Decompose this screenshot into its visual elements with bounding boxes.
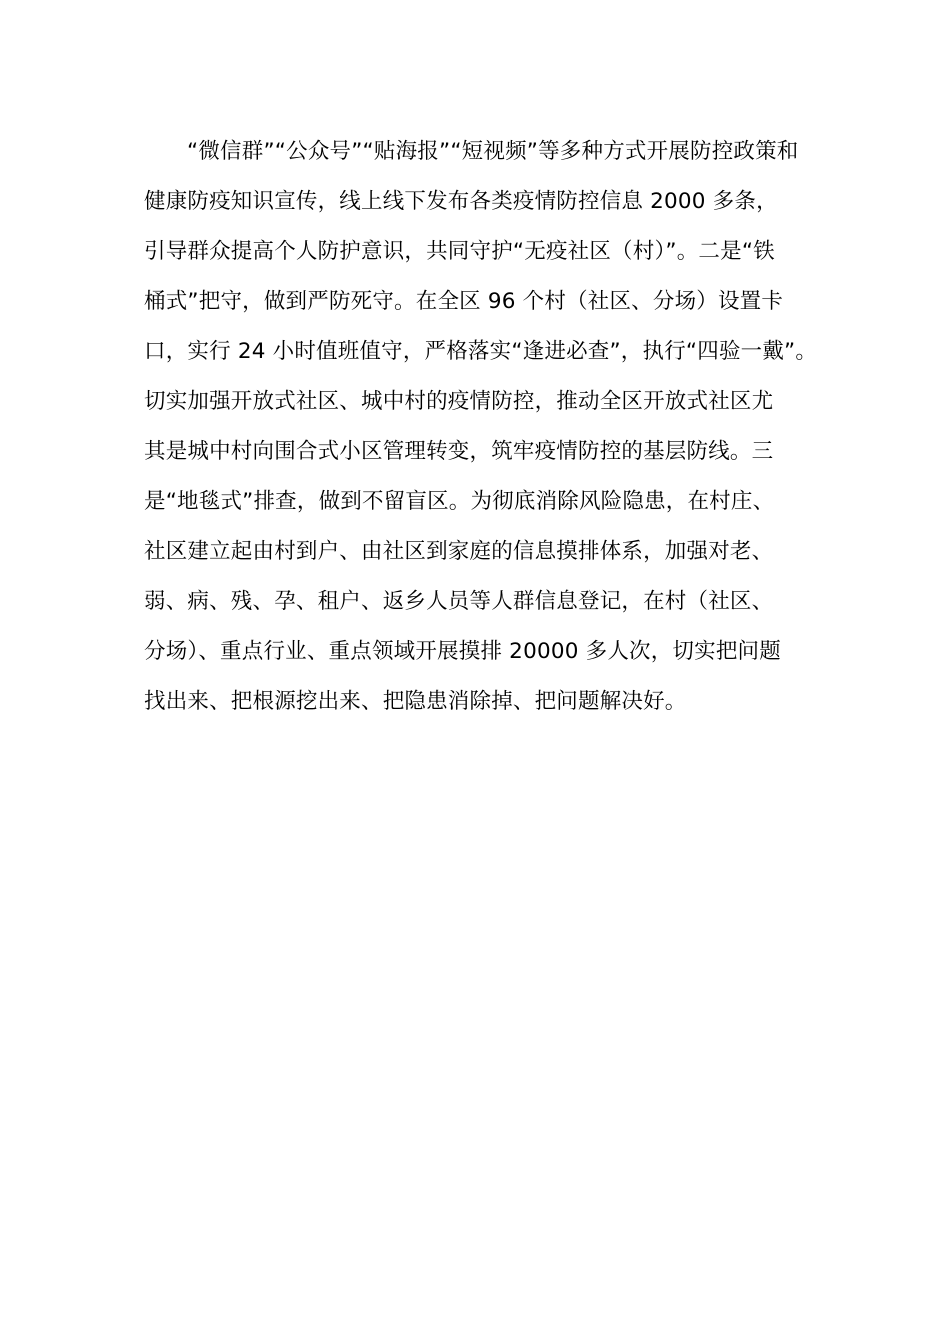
paragraph-line: “微信群”“公众号”“贴海报”“短视频”等多种方式开展防控政策和: [187, 139, 799, 164]
paragraph-line: 社区建立起由村到户、由社区到家庭的信息摸排体系，加强对老、: [144, 539, 774, 564]
paragraph-line: 口，实行 24 小时值班值守，严格落实“逢进必查”，执行“四验一戴”。: [144, 339, 818, 364]
paragraph-line: 分场）、重点行业、重点领域开展摸排 20000 多人次，切实把问题: [144, 639, 781, 664]
body-paragraph: [144, 132, 818, 732]
paragraph-line: 切实加强开放式社区、城中村的疫情防控，推动全区开放式社区尤: [144, 389, 774, 414]
paragraph-line: 其是城中村向围合式小区管理转变，筑牢疫情防控的基层防线。三: [144, 439, 774, 464]
paragraph-line: 找出来、把根源挖出来、把隐患消除掉、把问题解决好。: [144, 689, 687, 714]
paragraph-line: 桶式”把守，做到严防死守。在全区 96 个村（社区、分场）设置卡: [144, 289, 784, 314]
paragraph-line: 引导群众提高个人防护意识，共同守护“无疫社区（村）”。二是“铁: [144, 239, 775, 264]
paragraph-line: 健康防疫知识宣传，线上线下发布各类疫情防控信息 2000 多条，: [144, 189, 778, 214]
paragraph-line: 弱、病、残、孕、租户、返乡人员等人群信息登记，在村（社区、: [144, 589, 774, 614]
paragraph-line: 是“地毯式”排查，做到不留盲区。为彻底消除风险隐患，在村庄、: [144, 489, 775, 514]
